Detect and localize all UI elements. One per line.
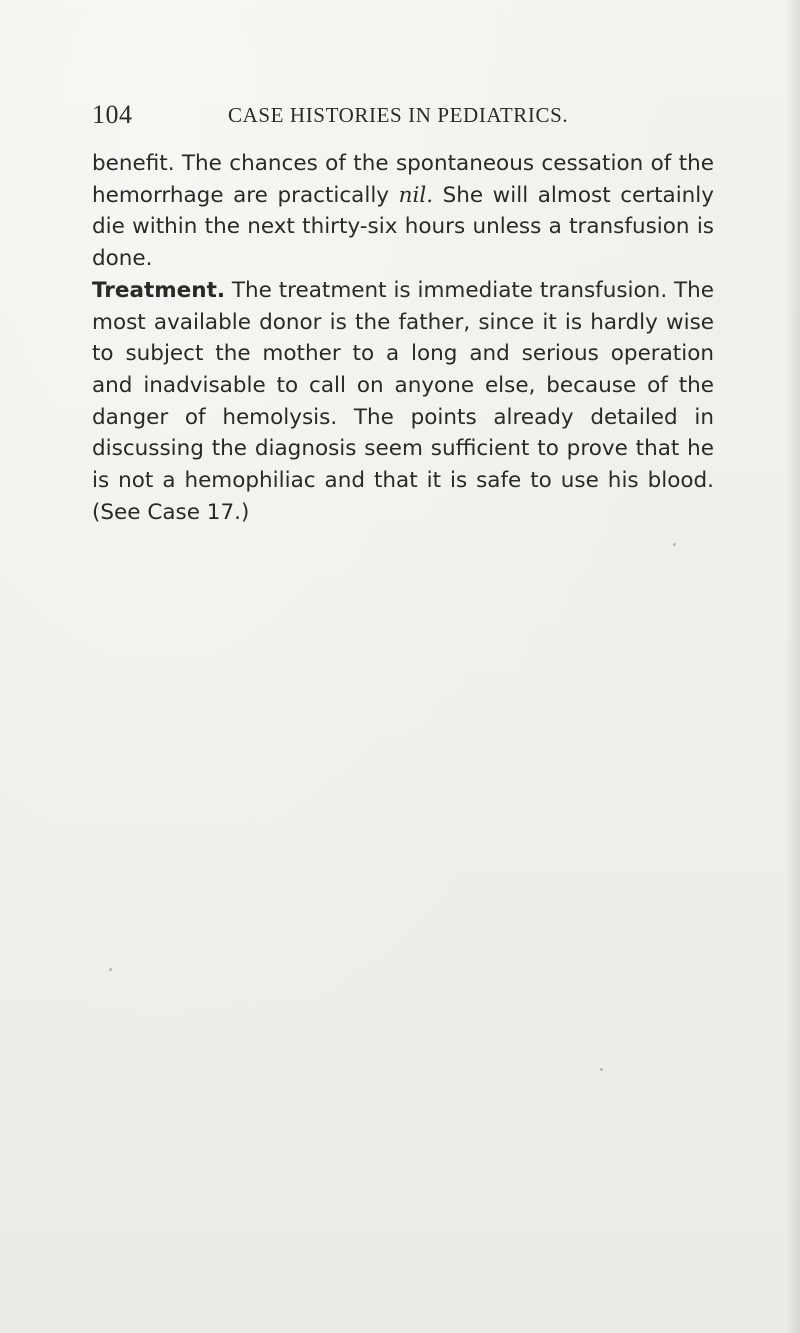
paper-speck (600, 1068, 603, 1071)
paragraph-benefit-text-start: benefit. The chances of the spontaneous cessation of the hemorrhage are practically (92, 151, 714, 208)
emphasis-nil: nil. (398, 182, 434, 208)
paragraph-benefit-text-end: She will almost certainly die within the next thirty-six hours unless a transfusion is done. (92, 182, 714, 272)
paper-speck (109, 968, 112, 971)
treatment-heading: Treatment. (92, 277, 226, 303)
running-title: CASE HISTORIES IN PEDIATRICS. (228, 103, 569, 127)
page-header (92, 100, 712, 136)
paper-speck (673, 543, 676, 546)
page-edge-shadow (786, 0, 800, 1333)
body-text (92, 148, 714, 528)
paragraph-treatment-text: The treatment is immediate transfusion. The most available donor is the father, since it is hardly wise to subject the mother to a long and serious operation and inadvisable to call on anyone else, because of the danger of hemolysis. The points already detailed in discussing the diagnosis seem sufficient to prove that he is not a hemophiliac and that it is safe to use his blood. (See Case 17.) (92, 277, 714, 525)
paragraph-benefit (92, 148, 714, 275)
paragraph-treatment (92, 275, 714, 529)
page-number: 104 (92, 100, 133, 129)
